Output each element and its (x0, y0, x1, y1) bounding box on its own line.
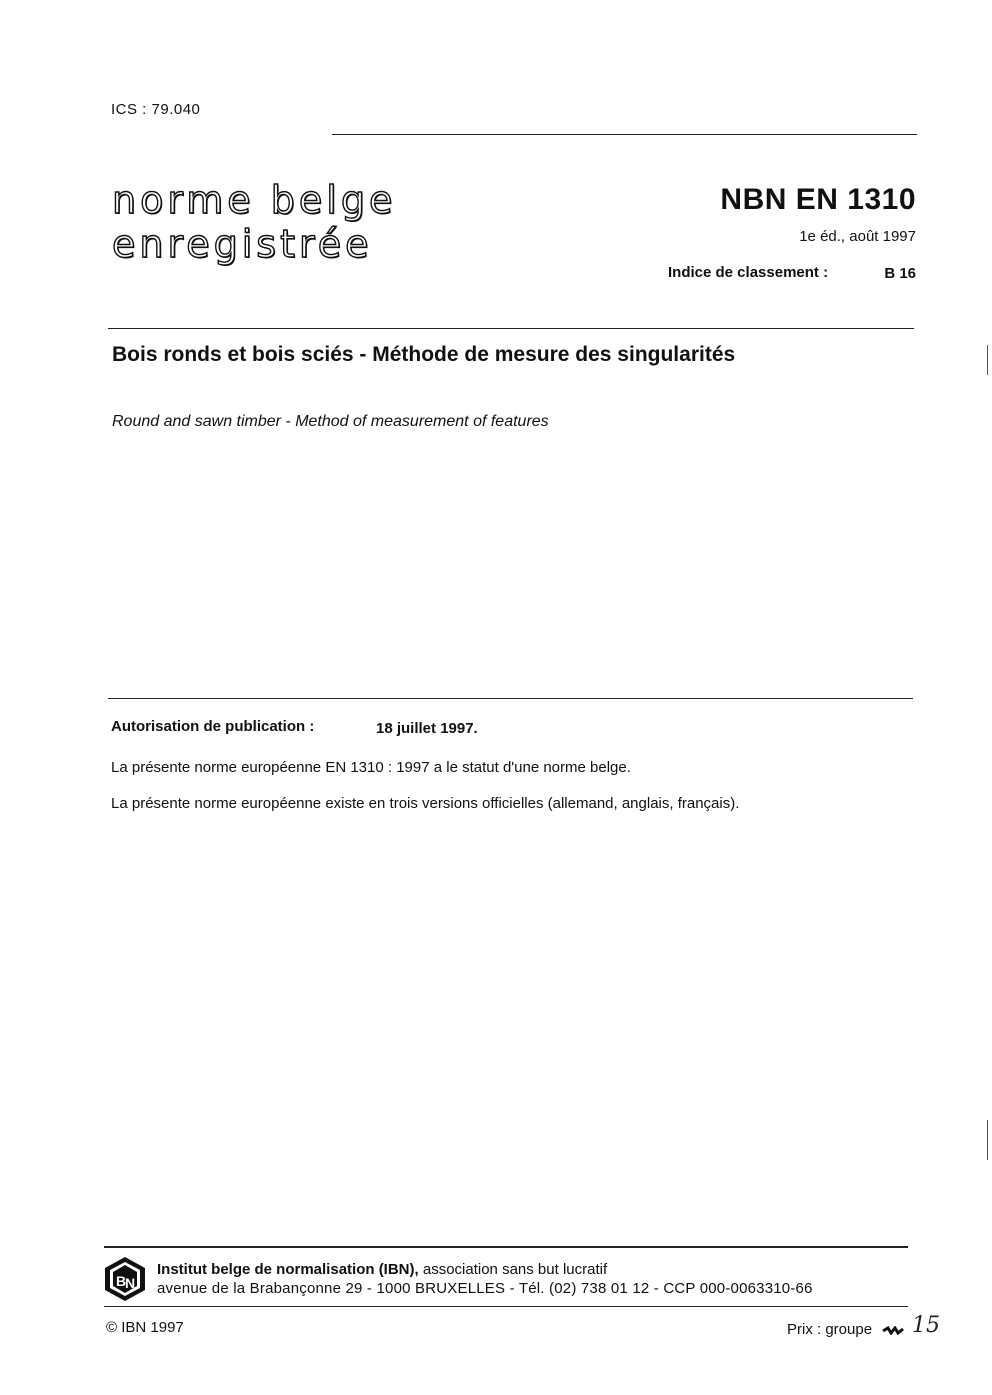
title-french: Bois ronds et bois sciés - Méthode de mesure des singularités (112, 343, 736, 366)
ics-code: ICS : 79.040 (111, 101, 201, 118)
publication-label: Autorisation de publication : (111, 718, 315, 735)
footer-rule-top (104, 1246, 908, 1248)
status-paragraph: La présente norme européenne EN 1310 : 1997 a le statut d'une norme belge. (111, 759, 631, 776)
edition: 1e éd., août 1997 (799, 228, 916, 245)
scan-edge-mark (987, 1120, 988, 1160)
classification-label: Indice de classement : (668, 264, 829, 281)
standard-number: NBN EN 1310 (720, 183, 916, 216)
price-strikeout-mark (882, 1326, 904, 1335)
title-english: Round and sawn timber - Method of measurement of features (112, 413, 549, 430)
price-group-handwritten: 15 (912, 1313, 940, 1338)
publication-date: 18 juillet 1997. (376, 720, 478, 737)
versions-paragraph: La présente norme européenne existe en trois versions officielles (allemand, anglais, français). (111, 795, 740, 812)
institute-name: Institut belge de normalisation (IBN), (157, 1261, 419, 1278)
svg-text:B: B (116, 1273, 127, 1289)
footer-rule-bottom (104, 1306, 908, 1307)
institute-line (157, 1261, 607, 1278)
header-rule (332, 134, 917, 135)
ibn-logo-icon (104, 1256, 146, 1302)
brand-line-1: norme belge (112, 178, 397, 222)
classification-value: B 16 (884, 265, 916, 282)
institute-address: avenue de la Brabançonne 29 - 1000 BRUXELLES - Tél. (02) 738 01 12 - CCP 000-0063310-66 (157, 1280, 813, 1297)
title-rule (108, 328, 914, 329)
price-label: Prix : groupe (787, 1321, 873, 1338)
brand-line-2: enregistrée (112, 222, 373, 266)
scan-edge-mark (987, 345, 988, 375)
institute-description: association sans but lucratif (418, 1261, 608, 1278)
publication-rule (108, 698, 913, 699)
svg-text:N: N (125, 1275, 136, 1291)
copyright: © IBN 1997 (106, 1319, 184, 1336)
